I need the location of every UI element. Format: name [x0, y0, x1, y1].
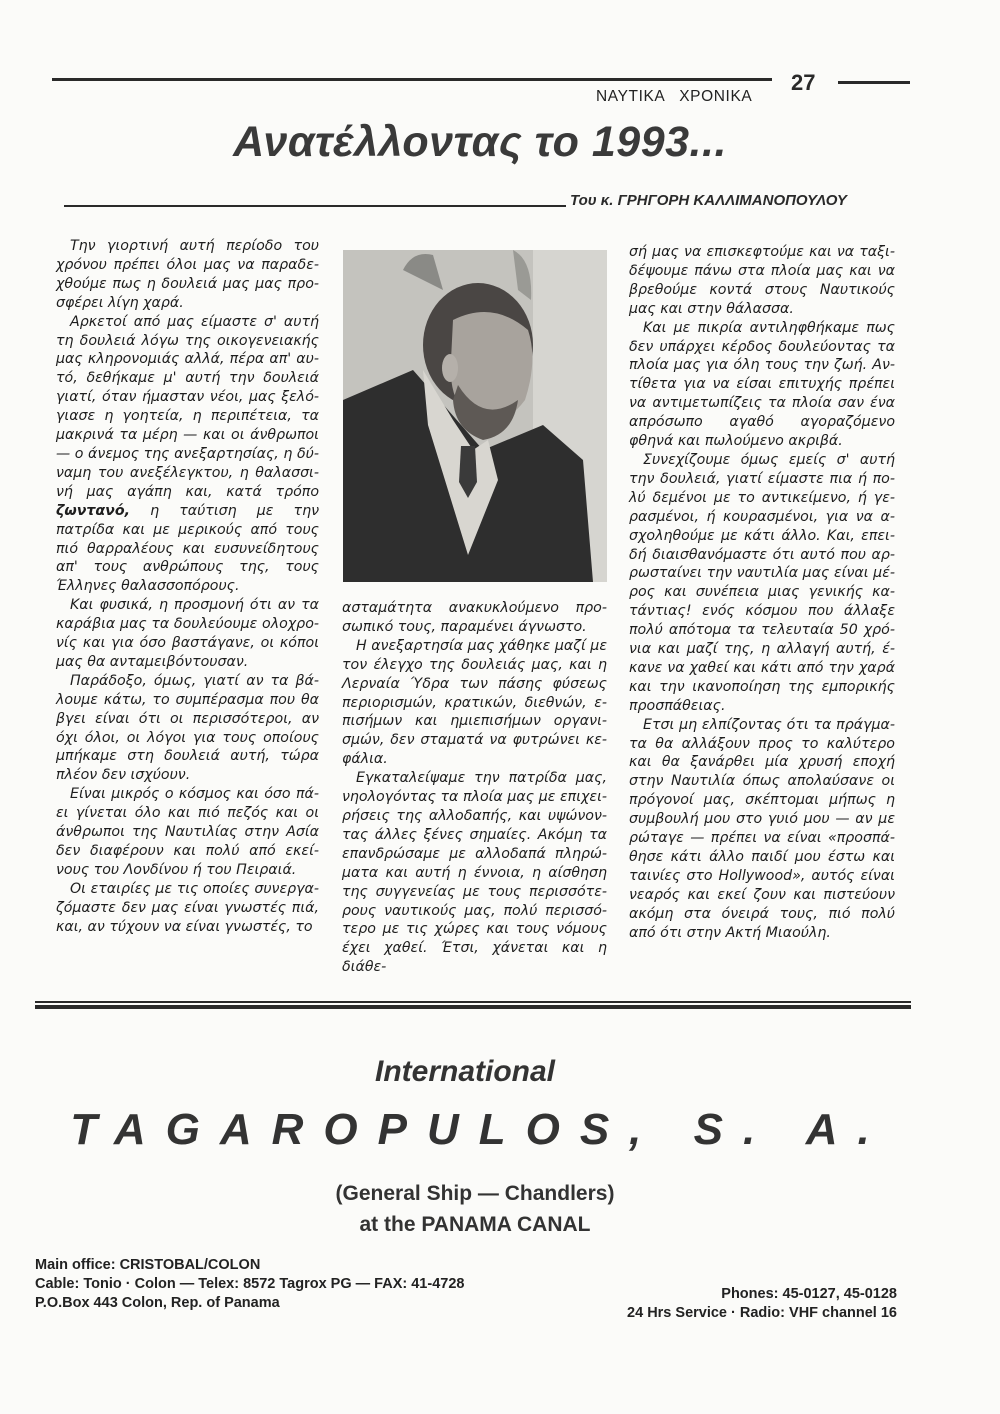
byline-rule — [64, 205, 566, 207]
paragraph: Εγκαταλείψαμε την πατρίδα μας, νηολογόντας τα πλοία μας με επιχειρήσεις της αλλοδαπής, και υψώνοντας άλλες ξένες σημαίες. Ακόμη τα επανδρώσαμε με αλλοδαπά πληρώματα και αυτή η έννοια, η αίσθηση της συγγενείας με τους περισσότερους ναυτικούς μας, πολύ περισσότερο με τις χώρες και τους νόμους έχει χαθεί. Έτσι, χάνεται και η διάθε- — [342, 770, 607, 976]
portrait-image — [343, 250, 607, 582]
article-column-middle — [342, 599, 607, 977]
ad-kicker: International — [374, 1055, 555, 1088]
paragraph: Είναι μικρός ο κόσμος και όσο πάει γίνεται όλο και πιό πεζός και οι άνθρωποι της Ναυτιλίας στην Ασία δεν διαφέρουν και πολύ από εκείνους του Λονδίνου ή του Πειραιά. — [56, 786, 319, 878]
paragraph: Συνεχίζουμε όμως εμείς σ' αυτή την δουλειά, γιατί είμαστε πια ή πολύ δεμένοι με το αντικείμενο, ή γερασμένοι, ή κουρασμένοι, για να ασχοληθούμε με κάτι άλλο. Και, επειδή διαισθανόμαστε ότι αυτό που αρρωσταίνει την ναυτιλία μας είναι μέρος και συνέπεια μιας γενικής κατάντιας! ενός κόσμου που άλλαξε πολύ απότομα τα τελευταία 50 χρόνια και μαζί της, η αλλαγή αυτή, έκανε να χαθεί και κάτι από την χαρά και την ικανοποίηση της εμπορικής προσπάθειας. — [629, 451, 895, 714]
ad-phones: Phones: 45-0127, 45-0128 — [721, 1286, 897, 1302]
paragraph: σή μας να επισκεφτούμε και να ταξιδέψουμε πάνω στα πλοία μας και να βρεθούμε κοντά στους Ναυτικούς μας και στην θάλασσα. — [629, 244, 895, 317]
emphasis: ζωντανό, — [56, 502, 130, 519]
paragraph: Αρκετοί από μας είμαστε σ' αυτή τη δουλειά λόγω της οικογενειακής μας κληρονομιάς αλλά, πέρα απ' αυτό, δεθήκαμε μ' αυτή την δουλειά γιατί, όταν ήμασταν νέοι, μας ξελόγιασε η γοητεία, η περιπέτεια, τα μακρινά τα μέρη — και οι άνθρωποι — ο άνεμος της ανεξαρτησίας, η δύναμη του ανεξέλεγκτου, η θαλασσινή μας αγάπη και, κατά τρόπο ζωντανό, η ταύτιση με την πατρίδα και με μερικούς από τους πιό θαρραλέους και ευσυνείδητους απ' τους ανθρώπους της, τους Έλληνες θαλασσοπόρους. — [56, 313, 319, 595]
article-column-right — [629, 243, 895, 943]
ad-tagline-2: at the PANAMA CANAL — [359, 1213, 591, 1236]
ad-main-office: Main office: CRISTOBAL/COLON — [35, 1257, 261, 1273]
paragraph: Και φυσικά, η προσμονή ότι αν τα καράβια μας τα δουλεύουμε ολοχρονίς και για όσο βαστάγανε, οι κόποι μας θα ανταμειβόντουσαν. — [56, 597, 319, 670]
ad-service-radio: 24 Hrs Service · Radio: VHF channel 16 — [627, 1305, 897, 1321]
page-number: 27 — [791, 70, 816, 95]
article-title: Ανατέλλοντας το 1993... — [233, 118, 727, 166]
paragraph: Ετσι μη ελπίζοντας ότι τα πράγματα θα αλλάξουν προς το καλύτερο και θα ξανάρθει μία χρυσή εποχή στην Ναυτιλία όπως απολαύσανε οι πρόγονοί μας, σκέπτομαι μήπως η συμβουλή μου στο γυιό μου — αν με ρώταγε — πρέπει να είναι «προσπάθησε κάτι άλλο παιδί μου έστω και ταινίες στο Hollywood», αυτός είναι νεαρός και εκεί ζουν και πιστεύουν ακόμη στα όνειρά τους, πιό πολύ από ότι στην Ακτή Μιαούλη. — [629, 716, 895, 941]
paragraph: Και με πικρία αντιληφθήκαμε πως δεν υπάρχει κέρδος δουλεύοντας τα πλοία μας για όλη τους την ζωή. Αντίθετα για να είσαι επιτυχής πρέπει να αντιμετωπίζεις τα πλοία σαν ένα απρόσωπο αγαθό αγοραζόμενο φθηνά και πωλούμενο ακριβά. — [629, 319, 895, 450]
paragraph: Οι εταιρίες με τις οποίες συνεργαζόμαστε δεν μας είναι γνωστές πιά, και, αν τύχουν να είναι γνωστές, το — [56, 880, 319, 935]
ad-contact-right — [627, 1285, 897, 1323]
paragraph: Την γιορτινή αυτή περίοδο του χρόνου πρέπει όλοι μας να παραδεχθούμε πως η δουλειά μας μας προσφέρει λίγη χαρά. — [56, 238, 319, 311]
paragraph: Η ανεξαρτησία μας χάθηκε μαζί με τον έλεγχο της δουλειάς μας, και η Λερναία Ύδρα των πάσης φύσεως περιορισμών, κρατικών, διεθνών, επισήμων και ημιεπισήμων οργανισμών, δεν σταματά να φυτρώνει κεφάλια. — [342, 637, 607, 768]
running-head: ΝΑΥΤΙΚΑ ΧΡΟΝΙΚΑ — [596, 88, 753, 105]
header-rule-right — [838, 81, 910, 84]
ad-separator-thin — [35, 1001, 911, 1003]
article-column-left — [56, 237, 319, 937]
ad-po-box: P.O.Box 443 Colon, Rep. of Panama — [35, 1295, 280, 1311]
ad-cable-telex-fax: Cable: Tonio · Colon — Telex: 8572 Tagrox PG — FAX: 41-4728 — [35, 1276, 465, 1292]
ad-company-name: TAGAROPULOS, S. A. — [70, 1105, 890, 1154]
ad-tagline-1: (General Ship — Chandlers) — [335, 1182, 615, 1205]
author-photo — [343, 250, 607, 582]
paragraph: Παράδοξο, όμως, γιατί αν τα βάλουμε κάτω, το συμπέρασμα που θα βγει είναι ότι οι περισσότεροι, αν όχι όλοι, οι λόγοι για τους οποίους μπήκαμε στη δουλειά αυτή, τώρα πλέον δεν ισχύουν. — [56, 672, 319, 784]
header-rule-left — [52, 78, 772, 81]
byline: Του κ. ΓΡΗΓΟΡΗ ΚΑΛΛΙΜΑΝΟΠΟΥΛΟΥ — [570, 192, 847, 209]
ad-contact-left — [35, 1256, 464, 1313]
ad-separator-thick — [35, 1005, 911, 1009]
paragraph: ασταμάτητα ανακυκλούμενο προσωπικό τους, παραμένει άγνωστο. — [342, 600, 607, 635]
